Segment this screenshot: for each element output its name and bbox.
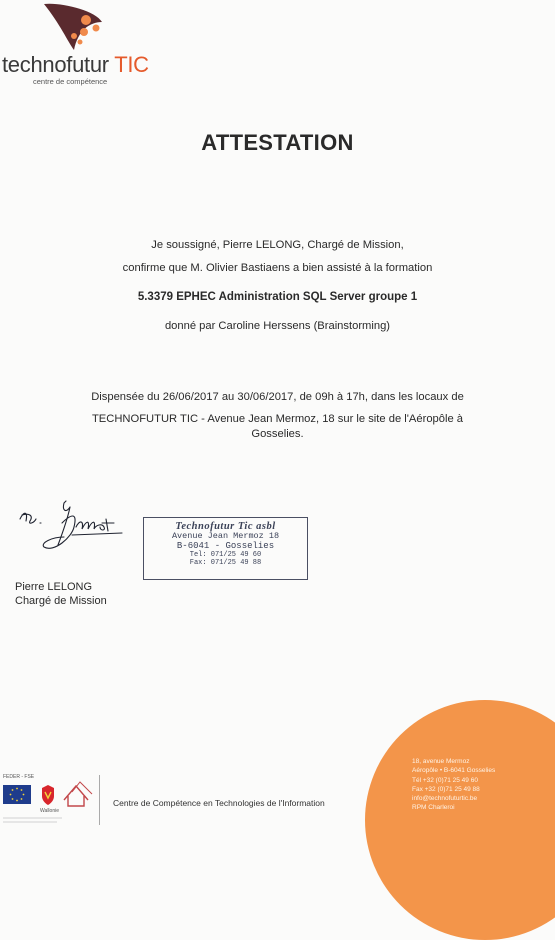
handwritten-signature (14, 497, 124, 555)
dates-line-2: TECHNOFUTUR TIC - Avenue Jean Mermoz, 18 sur le site de l'Aéropôle à (91, 413, 464, 425)
course-name: 5.3379 EPHEC Administration SQL Server groupe 1 (137, 291, 418, 303)
signer-block (15, 580, 107, 608)
logo-tagline: centre de compétence (33, 77, 108, 86)
logo-wordmark: technofutur TIC (2, 52, 149, 77)
stamp-org: Technofutur Tic asbl (175, 521, 276, 532)
signer-name: Pierre LELONG (15, 581, 93, 593)
declaration-line-1: Je soussigné, Pierre LELONG, Chargé de Mission, (151, 239, 404, 251)
stamp-street: Avenue Jean Mermoz 18 (171, 531, 280, 541)
address-block (412, 757, 495, 813)
address-rpm: RPM Charleroi (412, 804, 455, 812)
dates-line-3: Gosselies. (251, 428, 304, 440)
dates-line-1: Dispensée du 26/06/2017 au 30/06/2017, de 09h à 17h, dans les locaux de (91, 391, 464, 403)
funding-logos (2, 770, 98, 826)
address-fax: Fax +32 (0)71 25 49 88 (412, 785, 480, 793)
stamp-fax: Fax: 071/25 49 88 (189, 559, 262, 567)
address-tel: Tél +32 (0)71 25 49 60 (412, 776, 478, 784)
stamp-tel: Tel: 071/25 49 60 (189, 551, 262, 559)
company-stamp (143, 517, 308, 580)
trainer-line: donné par Caroline Herssens (Brainstorming) (164, 320, 391, 332)
document-title: ATTESTATION (201, 130, 354, 155)
svg-text:Wallonie: Wallonie (40, 808, 59, 814)
address-street: 18, avenue Mermoz (412, 758, 470, 765)
declaration-line-2: confirme que M. Olivier Bastiaens a bien assisté à la formation (122, 262, 433, 274)
footer-divider (99, 775, 100, 825)
address-city: Aéropôle • B-6041 Gosselies (412, 767, 496, 775)
footer-tagline: Centre de Compétence en Technologies de l'Information (113, 798, 325, 808)
orange-circle-decoration (365, 700, 555, 940)
svg-text:FEDER - FSE: FEDER - FSE (3, 774, 35, 780)
address-email: info@technofuturtic.be (412, 795, 478, 803)
stamp-city: B-6041 - Gosselies (176, 541, 275, 551)
signer-role: Chargé de Mission (15, 595, 107, 607)
